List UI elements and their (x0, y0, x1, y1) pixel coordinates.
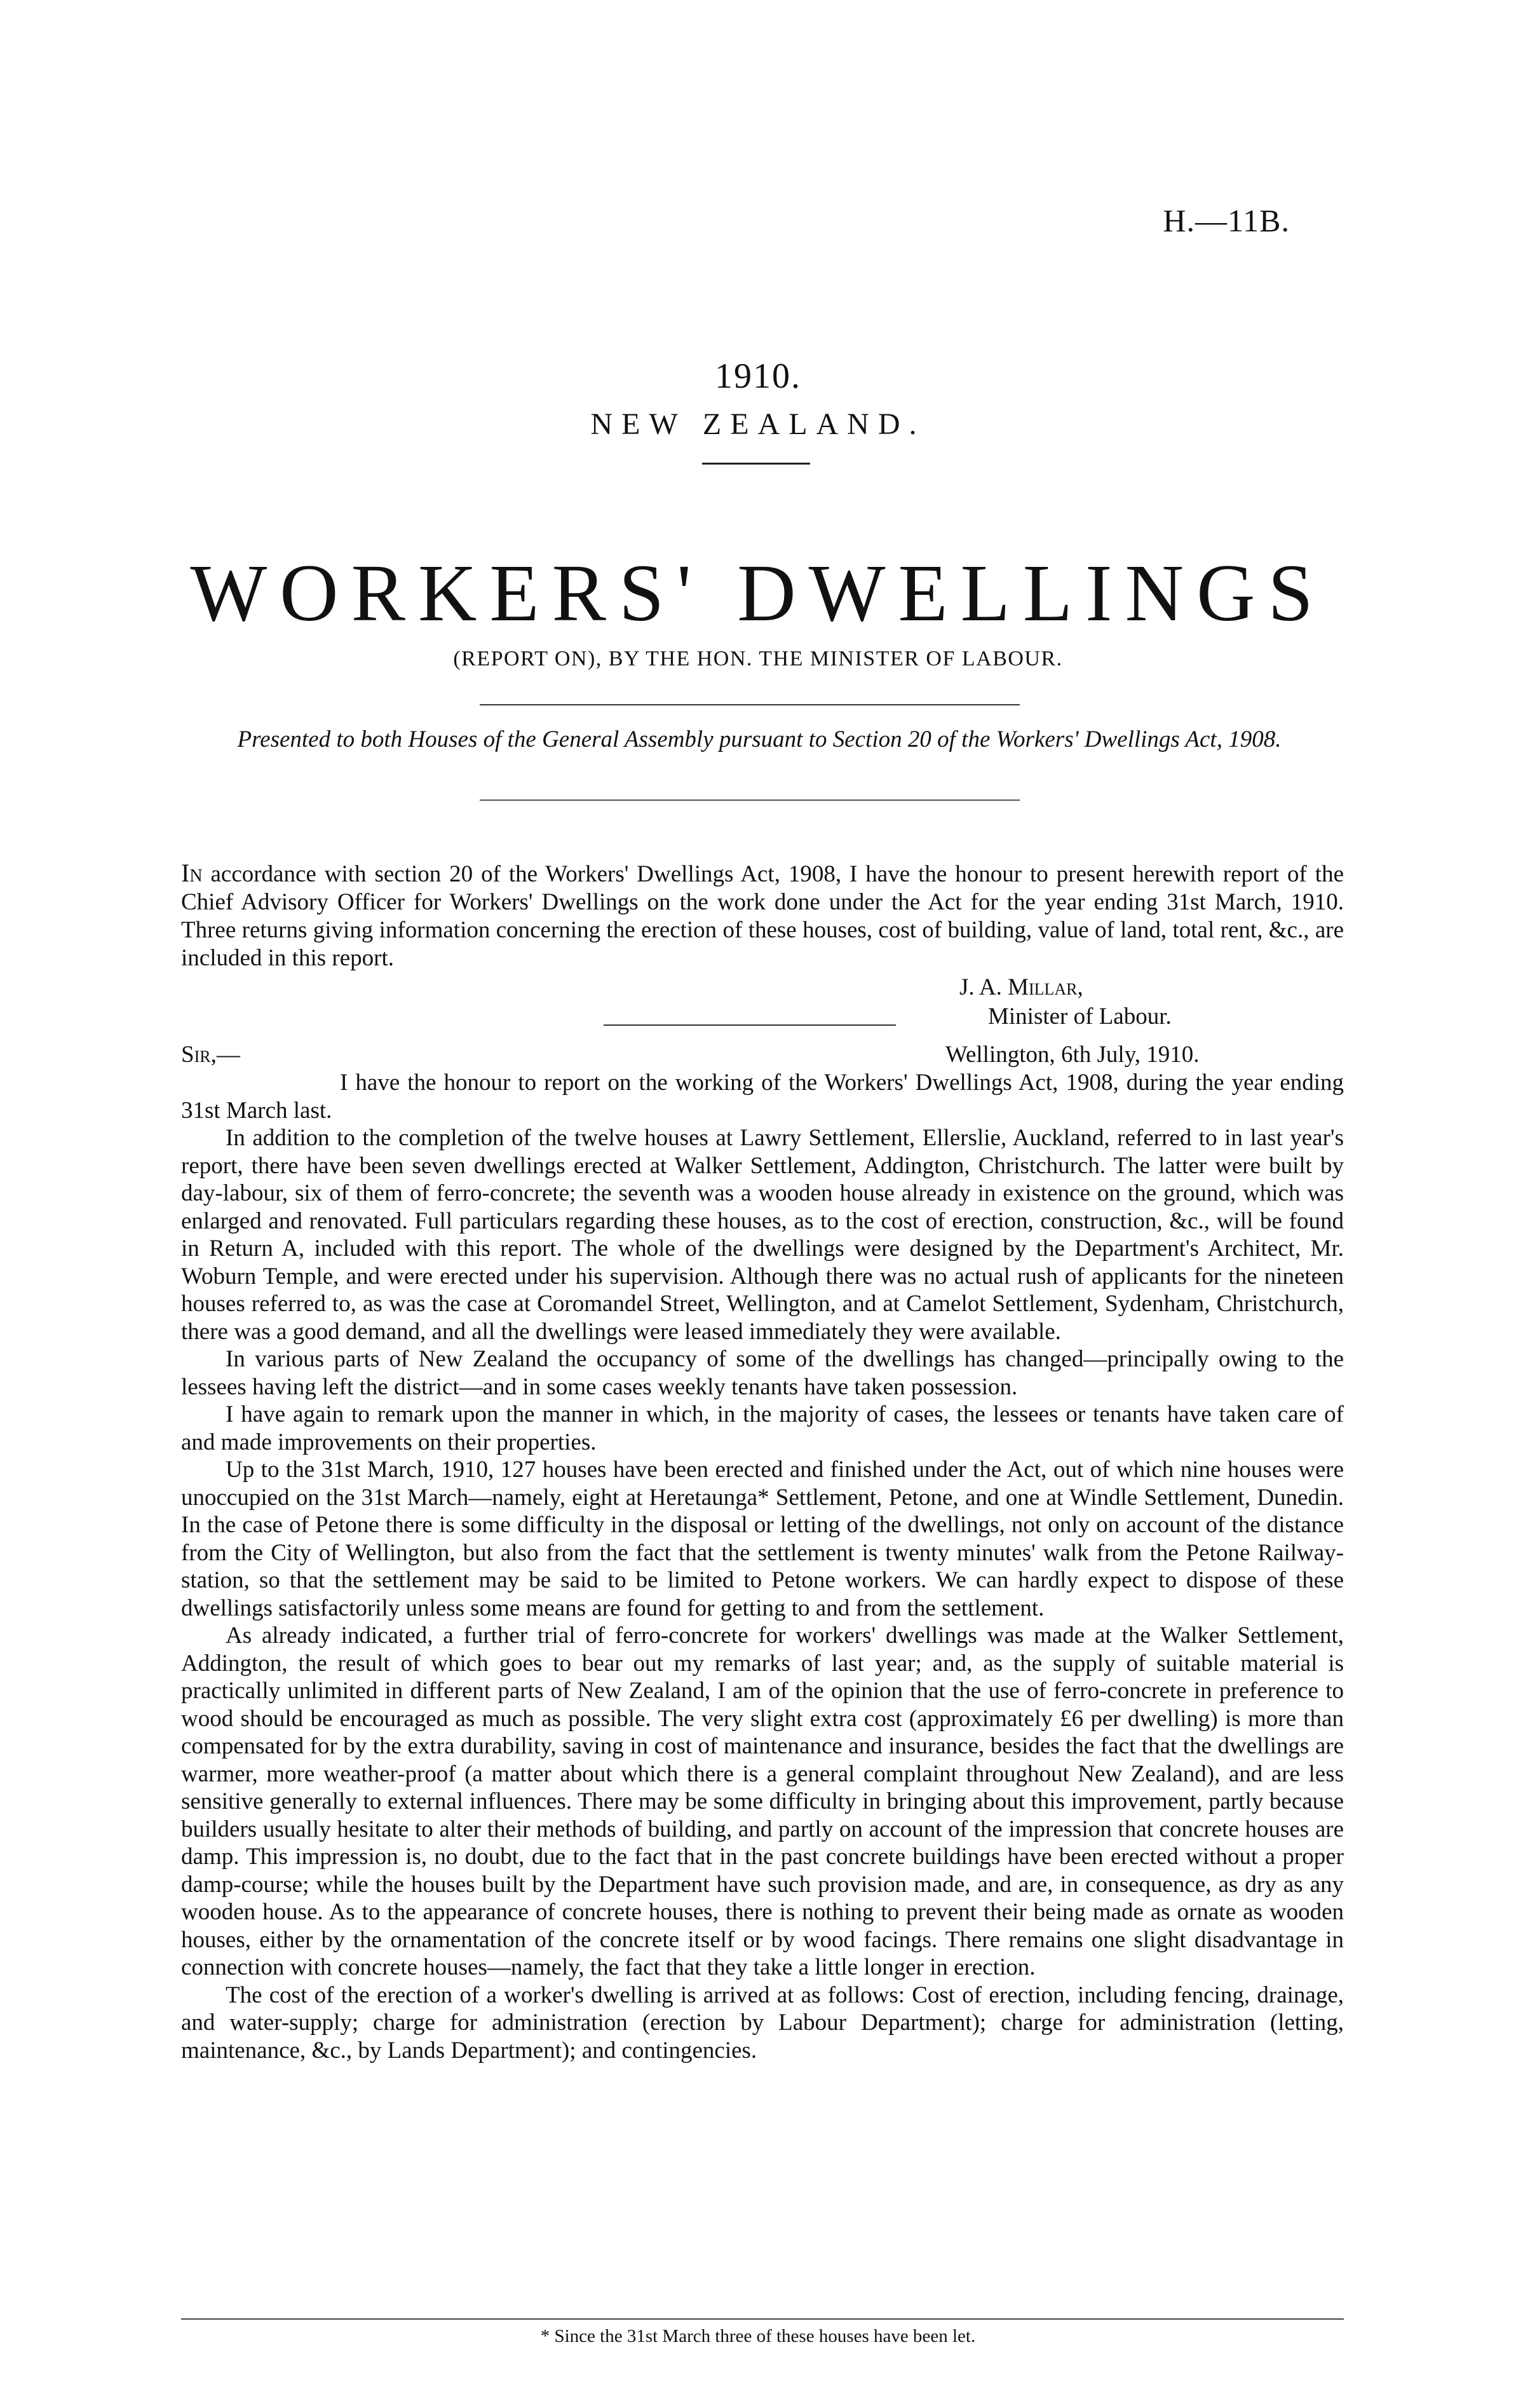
page-reference: H.—11B. (1163, 203, 1290, 238)
letter-body (181, 1069, 1344, 2064)
ministerial-note (181, 859, 1344, 972)
paragraph: In various parts of New Zealand the occupancy of some of the dwellings has changed—principally owing to the lessees having left the district—and in some cases weekly tenants have taken possession. (181, 1346, 1344, 1400)
paragraph: As already indicated, a further trial of ferro-concrete for workers' dwellings was made at the Walker Settlement, Addington, the result of which goes to bear out my remarks of last year; and, as the supply of suitable material is practically unlimited in different parts of New Zealand, I am of the opinion that the use of ferro-concrete in preference to wood should be encouraged as much as possible. The very slight extra cost (approximately £6 per dwelling) is more than compensated for by the extra durability, saving in cost of maintenance and insurance, besides the fact that the dwellings are warmer, more weather-proof (a matter about which there is a general complaint throughout New Zealand), and are less sensitive generally to external influences. There may be some difficulty in bringing about this improvement, partly because builders usually hesitate to alter their methods of building, and partly on account of the impression that concrete houses are damp. This impression is, no doubt, due to the fact that in the past concrete buildings have been erected without a proper damp-course; while the houses built by the Department have such provision made, and are, in consequence, as dry as any wooden house. As to the appearance of concrete houses, there is nothing to prevent their being made as ornate as wooden houses, either by the ornamentation of the concrete itself or by wood facings. There remains one slight disadvantage in connection with concrete houses—namely, the fact that they take a little longer in erection. (181, 1622, 1344, 1980)
ministerial-note-text: accordance with section 20 of the Workers' Dwellings Act, 1908, I have the honour to present herewith report of the Chief Advisory Officer for Workers' Dwellings on the work done under the Act for the year ending 31st March, 1910. Three returns giving information concerning the erection of these houses, cost of building, value of land, total rent, &c., are included in this report. (181, 861, 1344, 971)
divider-short (702, 463, 810, 465)
paragraph: I have again to remark upon the manner in which, in the majority of cases, the lessees or tenants have taken care of and made improvements on their properties. (181, 1401, 1344, 1455)
divider-top (480, 704, 1020, 705)
year-heading: 1910. (715, 357, 801, 396)
document-subtitle: (REPORT ON), BY THE HON. THE MINISTER OF LABOUR. (453, 647, 1063, 670)
paragraph: Up to the 31st March, 1910, 127 houses have been erected and finished under the Act, out of which nine houses were unoccupied on the 31st March—namely, eight at Heretaunga* Settlement, Petone, and one at Windle Settlement, Dunedin. In the case of Petone there is some difficulty in the disposal or letting of the dwellings, not only on account of the distance from the City of Wellington, but also from the fact that the settlement is twenty minutes' walk from the Petone Railway-station, so that the settlement may be said to be limited to Petone workers. We can hardly expect to dispose of these dwellings satisfactorily unless some means are found for getting to and from the settlement. (181, 1457, 1344, 1621)
divider-footnote (181, 2318, 1344, 2320)
signature-title: Minister of Labour. (988, 1003, 1172, 1030)
document-title: WORKERS' DWELLINGS (190, 548, 1326, 638)
paragraph: The cost of the erection of a worker's dwelling is arrived at as follows: Cost of erection, including fencing, drainage, and water-supply; charge for administration (erection by Labour Department); charge for administration (letting, maintenance, &c., by Lands Department); and contingencies. (181, 1982, 1344, 2064)
paragraph: I have the honour to report on the working of the Workers' Dwellings Act, 1908, during the year ending 31st March last. (181, 1070, 1344, 1124)
letter-place-date: Wellington, 6th July, 1910. (945, 1042, 1200, 1068)
signature-name: J. A. Millar, (959, 974, 1083, 1000)
ministerial-note-lead: In (181, 859, 203, 887)
footnote: * Since the 31st March three of these houses have been let. (540, 2326, 976, 2346)
country-heading: NEW ZEALAND. (590, 407, 926, 441)
divider-signature (604, 1024, 896, 1026)
presentation-note: Presented to both Houses of the General Assembly pursuant to Section 20 of the Workers' Dwellings Act, 1908. (237, 726, 1282, 752)
letter-salutation: Sir,— (181, 1042, 240, 1068)
divider-bottom (480, 799, 1020, 801)
paragraph: In addition to the completion of the twelve houses at Lawry Settlement, Ellerslie, Auckland, referred to in last year's report, there have been seven dwellings erected at Walker Settlement, Addington, Christchurch. The latter were built by day-labour, six of them of ferro-concrete; the seventh was a wooden house already in existence on the ground, which was enlarged and renovated. Full particulars regarding these houses, as to the cost of erection, construction, &c., will be found in Return A, included with this report. The whole of the dwellings were designed by the Department's Architect, Mr. Woburn Temple, and were erected under his supervision. Although there was no actual rush of applicants for the nineteen houses referred to, as was the case at Coromandel Street, Wellington, and at Camelot Settlement, Sydenham, Christchurch, there was a good demand, and all the dwellings were leased immediately they were available. (181, 1125, 1344, 1345)
